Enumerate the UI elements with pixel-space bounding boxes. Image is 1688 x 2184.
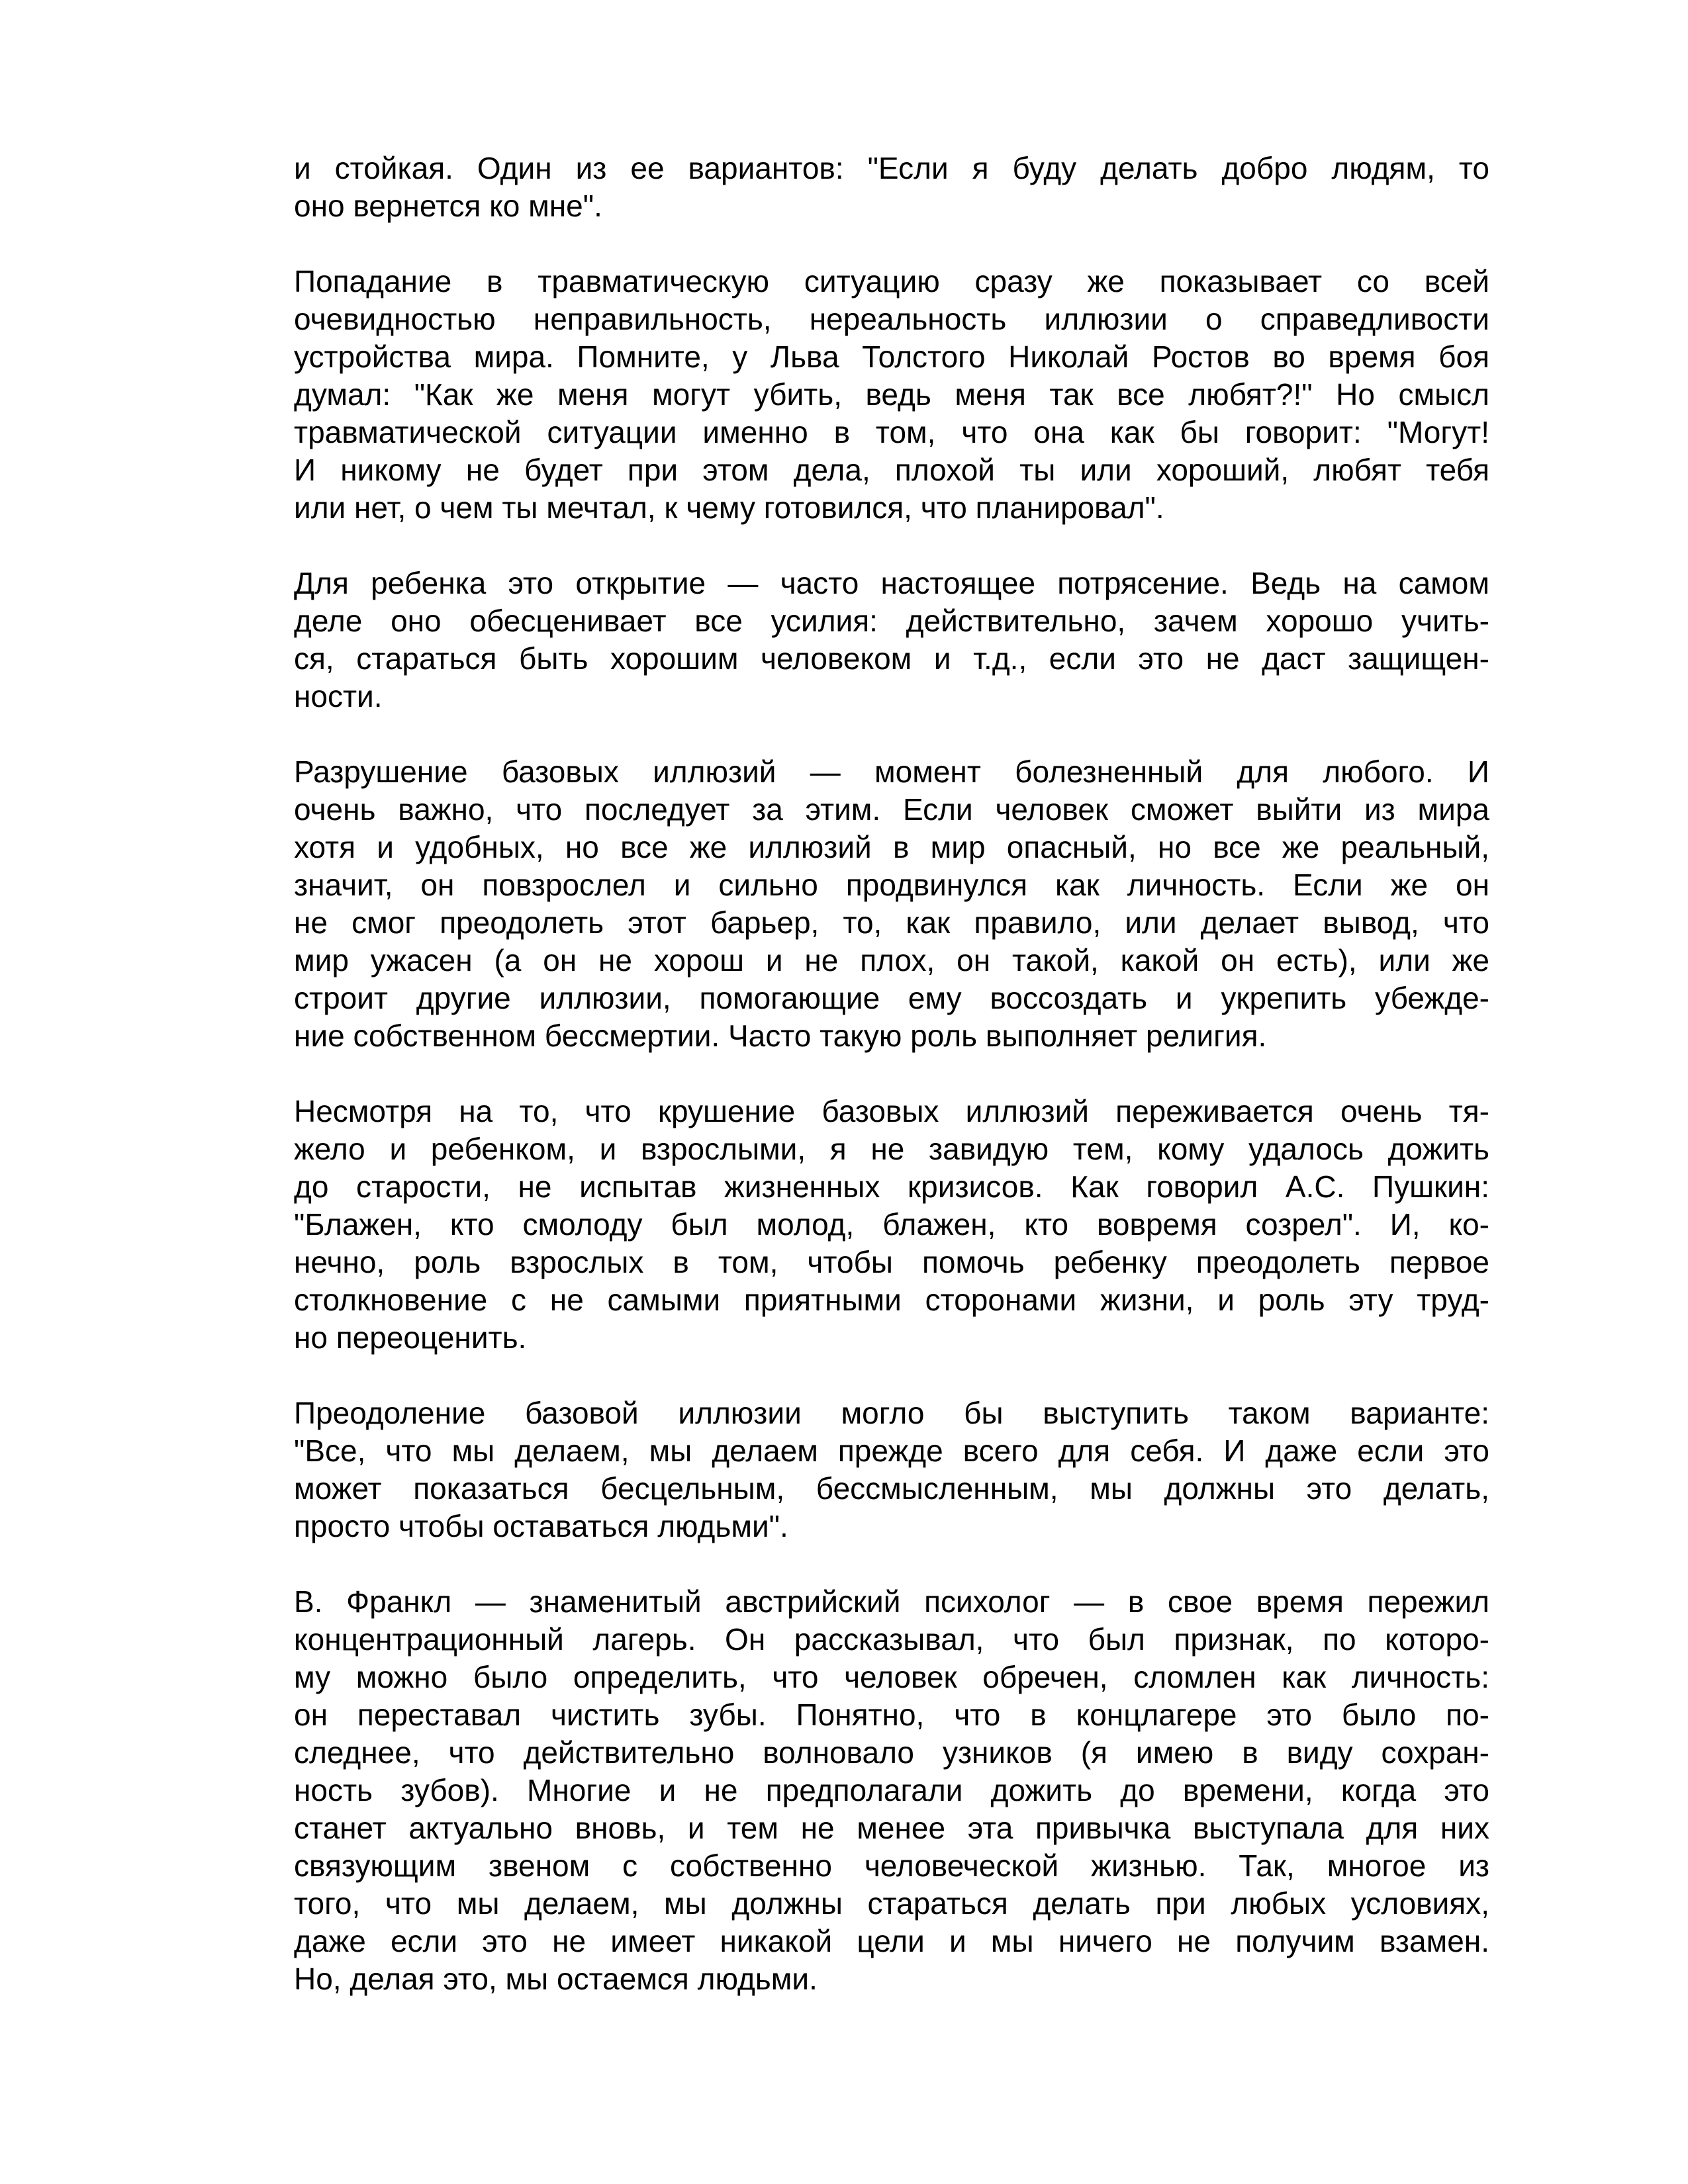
paragraph bbox=[294, 1583, 1489, 1998]
text-line: ние собственном бессмертии. Часто такую роль выполняет религия. bbox=[294, 1019, 1267, 1053]
paragraph bbox=[294, 150, 1489, 225]
text-line: станет актуально вновь, и тем не менее эта привычка выступала для них bbox=[294, 1811, 1489, 1845]
text-line: оно вернется ко мне". bbox=[294, 189, 602, 223]
text-line: нечно, роль взрослых в том, чтобы помочь ребенку преодолеть первое bbox=[294, 1245, 1489, 1279]
paragraph bbox=[294, 1394, 1489, 1545]
text-line: В. Франкл — знаменитый австрийский психолог — в свое время пережил bbox=[294, 1584, 1489, 1619]
text-line: Для ребенка это открытие — часто настоящее потрясение. Ведь на самом bbox=[294, 566, 1489, 600]
text-line: столкновение с не самыми приятными сторонами жизни, и роль эту труд- bbox=[294, 1283, 1489, 1317]
text-line: концентрационный лагерь. Он рассказывал, что был признак, по которо- bbox=[294, 1622, 1489, 1657]
text-line: травматической ситуации именно в том, что она как бы говорит: "Могут! bbox=[294, 415, 1489, 449]
text-line: Но, делая это, мы остаемся людьми. bbox=[294, 1962, 818, 1996]
text-line: может показаться бесцельным, бессмысленным, мы должны это делать, bbox=[294, 1471, 1489, 1506]
text-line: устройства мира. Помните, у Льва Толстого Николай Ростов во время боя bbox=[294, 340, 1489, 374]
text-line: строит другие иллюзии, помогающие ему воссоздать и укрепить убежде- bbox=[294, 981, 1489, 1015]
text-line: очевидностью неправильность, нереальность иллюзии о справедливости bbox=[294, 302, 1489, 336]
text-line: значит, он повзрослел и сильно продвинулся как личность. Если же он bbox=[294, 868, 1489, 902]
text-line: му можно было определить, что человек обречен, сломлен как личность: bbox=[294, 1660, 1489, 1694]
text-line: Несмотря на то, что крушение базовых иллюзий переживается очень тя- bbox=[294, 1094, 1489, 1128]
text-line: ность зубов). Многие и не предполагали дожить до времени, когда это bbox=[294, 1773, 1489, 1807]
text-line: И никому не будет при этом дела, плохой ты или хороший, любят тебя bbox=[294, 453, 1489, 487]
text-line: но переоценить. bbox=[294, 1320, 527, 1355]
text-line: того, что мы делаем, мы должны стараться делать при любых условиях, bbox=[294, 1886, 1489, 1921]
text-line: мир ужасен (а он не хорош и не плох, он такой, какой он есть), или же bbox=[294, 943, 1489, 978]
text-line: просто чтобы оставаться людьми". bbox=[294, 1509, 788, 1543]
text-line: следнее, что действительно волновало узников (я имею в виду сохран- bbox=[294, 1735, 1489, 1770]
text-line: Разрушение базовых иллюзий — момент болезненный для любого. И bbox=[294, 754, 1489, 789]
document-page bbox=[294, 150, 1489, 2036]
text-line: думал: "Как же меня могут убить, ведь меня так все любят?!" Но смысл bbox=[294, 377, 1489, 412]
paragraph bbox=[294, 565, 1489, 715]
paragraph bbox=[294, 1093, 1489, 1357]
text-line: ся, стараться быть хорошим человеком и т.д., если это не даст защищен- bbox=[294, 641, 1489, 676]
text-line: даже если это не имеет никакой цели и мы ничего не получим взамен. bbox=[294, 1924, 1489, 1958]
paragraph bbox=[294, 263, 1489, 527]
text-line: или нет, о чем ты мечтал, к чему готовился, что планировал". bbox=[294, 490, 1164, 525]
text-line: связующим звеном с собственно человеческой жизнью. Так, многое из bbox=[294, 1848, 1489, 1883]
text-line: очень важно, что последует за этим. Если человек сможет выйти из мира bbox=[294, 792, 1489, 827]
paragraph bbox=[294, 753, 1489, 1055]
text-line: деле оно обесценивает все усилия: действительно, зачем хорошо учить- bbox=[294, 604, 1489, 638]
text-line: Попадание в травматическую ситуацию сразу же показывает со всей bbox=[294, 264, 1489, 298]
text-line: "Все, что мы делаем, мы делаем прежде всего для себя. И даже если это bbox=[294, 1433, 1489, 1468]
text-line: ности. bbox=[294, 679, 383, 713]
text-line: Преодоление базовой иллюзии могло бы выступить таком варианте: bbox=[294, 1396, 1489, 1430]
text-line: до старости, не испытав жизненных кризисов. Как говорил А.С. Пушкин: bbox=[294, 1169, 1489, 1204]
text-line: "Блажен, кто смолоду был молод, блажен, кто вовремя созрел". И, ко- bbox=[294, 1207, 1489, 1242]
text-line: и стойкая. Один из ее вариантов: "Если я буду делать добро людям, то bbox=[294, 151, 1489, 185]
text-line: хотя и удобных, но все же иллюзий в мир опасный, но все же реальный, bbox=[294, 830, 1489, 864]
text-line: не смог преодолеть этот барьер, то, как правило, или делает вывод, что bbox=[294, 905, 1489, 940]
text-line: жело и ребенком, и взрослыми, я не завидую тем, кому удалось дожить bbox=[294, 1132, 1489, 1166]
text-line: он переставал чистить зубы. Понятно, что в концлагере это было по- bbox=[294, 1698, 1489, 1732]
